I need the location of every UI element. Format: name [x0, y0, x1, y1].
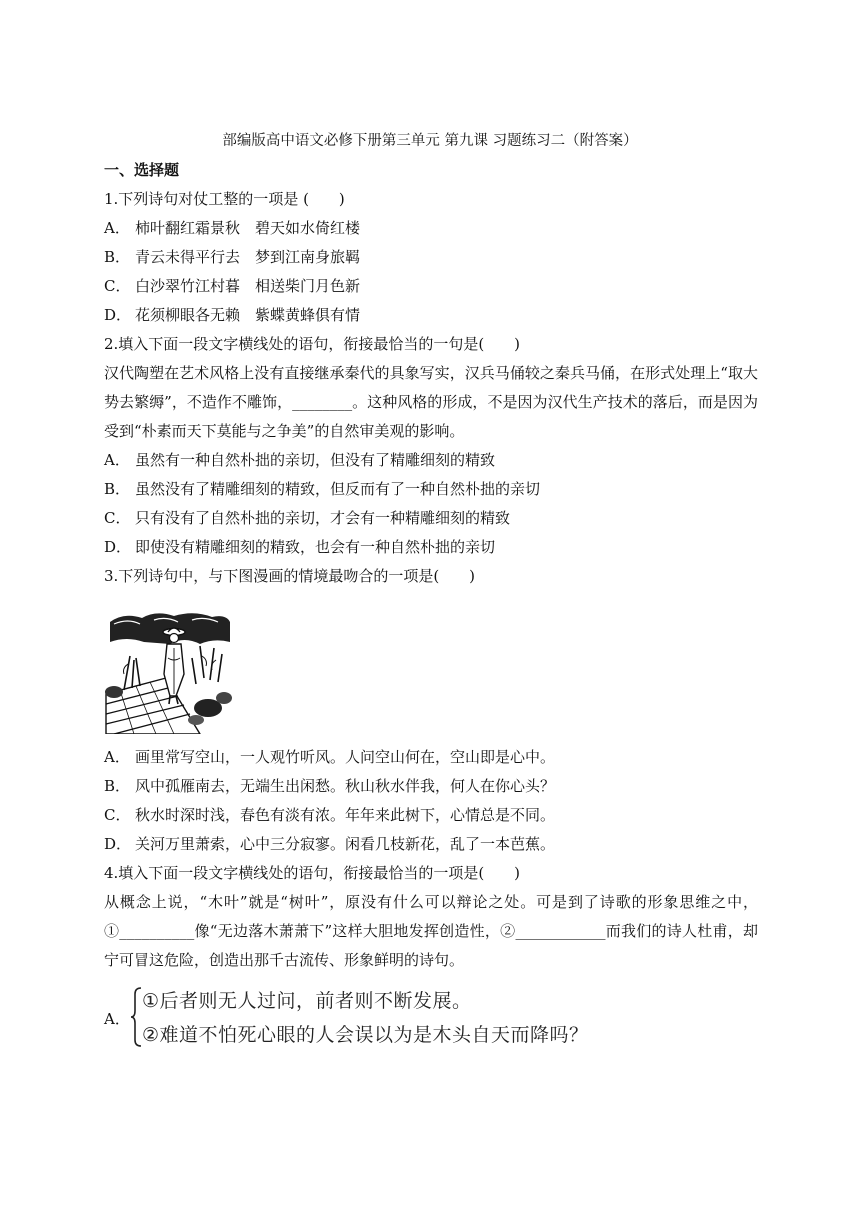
option-letter: B． — [104, 248, 131, 266]
document-title: 部编版高中语文必修下册第三单元 第九课 习题练习二（附答案） — [222, 133, 638, 149]
question-1-option-c — [104, 276, 360, 296]
option-letter: B． — [104, 480, 131, 498]
passage-text: 从概念上说，“木叶”就是“树叶”，原没有什么可以辩论之处。可是到了诗歌的形象思维之中，① — [104, 893, 758, 940]
section-heading: 一、选择题 — [104, 161, 180, 179]
question-1-option-b — [104, 247, 360, 267]
option-letter: B． — [104, 777, 131, 795]
option-letter: C． — [104, 509, 131, 527]
answer-blank-1: __________ — [119, 922, 195, 940]
question-2-option-d — [104, 537, 495, 557]
question-4-passage — [104, 888, 758, 975]
option-text: 柿叶翻红霜景秋 碧天如水倚红楼 — [135, 219, 361, 237]
question-1-option-d — [104, 305, 360, 325]
question-3-stem: 3.下列诗句中，与下图漫画的情境最吻合的一项是( ) — [104, 567, 476, 585]
option-text: 即使没有精雕细刻的精致，也会有一种自然朴拙的亲切 — [135, 538, 496, 556]
option-text: 风中孤雁南去，无端生出闲愁。秋山秋水伴我，何人在你心头？ — [135, 777, 556, 795]
option-text: 白沙翠竹江村暮 相送柴门月色新 — [135, 277, 361, 295]
option-text: 虽然有一种自然朴拙的亲切，但没有了精雕细刻的精致 — [135, 451, 496, 469]
question-4-option-a — [104, 984, 624, 1054]
question-3-option-c — [104, 805, 555, 825]
answer-blank: ________ — [292, 393, 353, 411]
option-text: 只有没有了自然朴拙的亲切，才会有一种精雕细刻的精致 — [135, 509, 511, 527]
option-text: 秋水时深时浅，春色有淡有浓。年年来此树下，心情总是不同。 — [135, 806, 556, 824]
question-3-option-b — [104, 776, 555, 796]
question-3-option-a — [104, 747, 555, 767]
passage-text: 而我们的诗人杜甫，却宁可冒这危险，创造出那千古流传、形象鲜明的诗句。 — [104, 922, 758, 969]
question-1-stem: 1.下列诗句对仗工整的一项是 ( ) — [104, 190, 345, 208]
question-4-stem: 4.填入下面一段文字横线处的语句，衔接最恰当的一项是( ) — [104, 864, 521, 882]
question-2-option-b — [104, 479, 540, 499]
option-letter: A． — [104, 1010, 130, 1028]
option-letter: C． — [104, 277, 131, 295]
option-line-2: ②难道不怕死心眼的人会误以为是木头自天而降吗？ — [142, 1024, 589, 1046]
option-letter: D． — [104, 835, 132, 853]
question-2-option-c — [104, 508, 510, 528]
option-text: 花须柳眼各无赖 紫蝶黄蜂俱有情 — [135, 306, 361, 324]
option-text: 虽然没有了精雕细刻的精致，但反而有了一种自然朴拙的亲切 — [135, 480, 541, 498]
option-letter: C． — [104, 806, 131, 824]
cartoon-illustration — [104, 608, 234, 734]
answer-blank-2: ____________ — [515, 922, 606, 940]
passage-text: 。这种风格的形成，不是因为汉代生产技术的落后，而是因为受到“朴素而天下莫能与之争美”的自然审美观的影响。 — [104, 393, 758, 440]
cartoon-drawing — [104, 608, 234, 734]
question-2-stem: 2.填入下面一段文字横线处的语句，衔接最恰当的一句是( ) — [104, 335, 521, 353]
option-letter: D． — [104, 306, 132, 324]
option-letter: A． — [104, 748, 130, 766]
question-1-option-a — [104, 218, 360, 238]
option-text: 关河万里萧索，心中三分寂寥。闲看几枝新花，乱了一本芭蕉。 — [135, 835, 556, 853]
question-3-option-d — [104, 834, 555, 854]
option-text: 画里常写空山，一人观竹听风。人问空山何在，空山即是心中。 — [135, 748, 556, 766]
option-letter: A． — [104, 451, 130, 469]
question-2-option-a — [104, 450, 495, 470]
option-letter: D． — [104, 538, 132, 556]
option-letter: A． — [104, 219, 130, 237]
option-line-1: ①后者则无人过问，前者则不断发展。 — [142, 990, 472, 1012]
passage-text: 像“无边落木萧萧下”这样大胆地发挥创造性，② — [194, 922, 516, 940]
question-2-passage — [104, 359, 758, 446]
option-text: 青云未得平行去 梦到江南身旅羁 — [135, 248, 361, 266]
left-brace-icon — [130, 986, 142, 1048]
passage-text: 汉代陶塑在艺术风格上没有直接继承秦代的具象写实，汉兵马俑较之秦兵马俑，在形式处理上“取大势去繁缛”，不造作不雕饰， — [104, 364, 758, 411]
